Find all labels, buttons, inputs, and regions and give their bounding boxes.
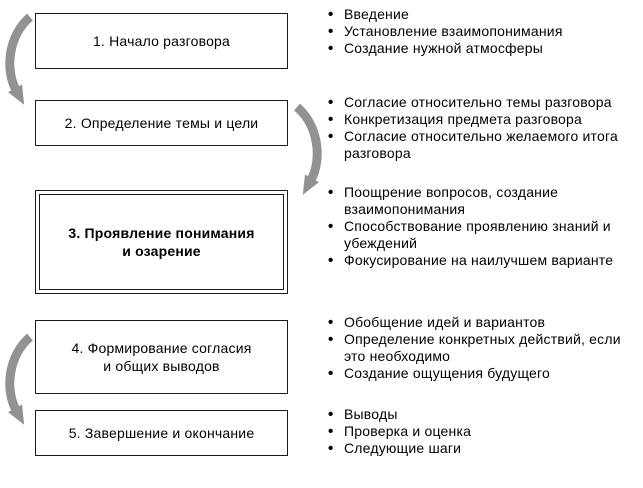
step-box-3-highlighted [35,190,288,294]
bullet-item: • Выводы [327,406,635,423]
step-box-1-label: 1. Начало разговора [92,32,231,49]
bullet-item: • Установление взаимопонимания [327,23,635,40]
step-box-1 [35,13,288,69]
step-box-4-label: 4. Формирование согласия и общих выводов [71,339,252,374]
step-box-2-label: 2. Определение темы и цели [64,114,259,131]
step-box-5 [35,410,288,456]
curved-arrow-step2-to-step3-icon [292,102,326,198]
step-box-2 [35,100,288,146]
bullet-item: • Создание нужной атмосферы [327,40,635,57]
curved-arrow-step4-to-step5-icon [1,332,35,428]
bullet-item: • Способствование проявлению знаний и убеждений [327,218,635,252]
bullet-item: • Согласие относительно желаемого итога разговора [327,128,635,162]
bullet-item: • Введение [327,6,635,23]
bullet-item: • Следующие шаги [327,440,635,457]
bullet-item: • Поощрение вопросов, создание взаимопонимания [327,184,635,218]
bullet-item: • Обобщение идей и вариантов [327,314,635,331]
step-1-bullets [327,6,635,57]
bullet-item: • Создание ощущения будущего [327,365,635,382]
step-box-3-label: 3. Проявление понимания и озарение [68,224,255,259]
step-box-5-label: 5. Завершение и окончание [68,424,255,441]
bullet-item: • Конкретизация предмета разговора [327,111,635,128]
step-4-bullets [327,314,635,382]
step-3-bullets [327,184,635,269]
bullet-item: • Определение конкретных действий, если это необходимо [327,331,635,365]
curved-arrow-step1-to-step2-icon [1,12,35,108]
step-box-4 [35,320,288,394]
step-2-bullets [327,94,635,162]
bullet-item: • Фокусирование на наилучшем варианте [327,252,635,269]
bullet-item: • Согласие относительно темы разговора [327,94,635,111]
step-5-bullets [327,406,635,457]
bullet-item: • Проверка и оценка [327,423,635,440]
